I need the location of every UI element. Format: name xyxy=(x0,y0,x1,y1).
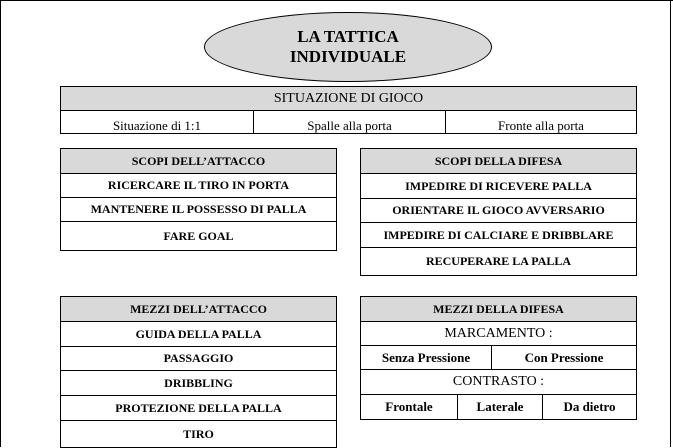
mezzi-difesa-box xyxy=(360,296,637,420)
frame-top-border xyxy=(0,0,673,1)
contrasto-option-label: Da dietro xyxy=(563,399,616,414)
scopi-difesa-box xyxy=(360,148,637,276)
mezzi-attacco-header xyxy=(61,297,336,322)
mezzi-attacco-header-label: MEZZI DELL’ATTACCO xyxy=(130,301,267,316)
marcamento-option-label: Con Pressione xyxy=(524,349,604,365)
scopi-difesa-item xyxy=(361,248,636,275)
situazione-box xyxy=(60,86,637,134)
title-text xyxy=(290,27,406,67)
contrasto-option-label: Laterale xyxy=(476,399,524,414)
contrasto-label-row xyxy=(361,370,636,395)
situazione-option-1 xyxy=(61,111,253,134)
marcamento-option xyxy=(361,346,491,369)
mezzi-attacco-item-label: GUIDA DELLA PALLA xyxy=(135,326,262,341)
mezzi-attacco-item xyxy=(61,347,336,371)
mezzi-difesa-header xyxy=(361,297,636,322)
scopi-attacco-header xyxy=(61,149,336,174)
scopi-attacco-item xyxy=(61,198,336,222)
contrasto-label: CONTRASTO : xyxy=(452,374,545,389)
contrasto-options-row xyxy=(361,395,636,419)
marcamento-option-label: Senza Pressione xyxy=(381,349,471,365)
title-ellipse xyxy=(204,12,492,82)
mezzi-attacco-item xyxy=(61,322,336,347)
scopi-attacco-item-label: RICERCARE IL TIRO IN PORTA xyxy=(107,178,290,192)
title-line-1: LA TATTICA xyxy=(297,27,399,46)
marcamento-options-row xyxy=(361,346,636,370)
mezzi-attacco-box xyxy=(60,296,337,448)
title-line-2: INDIVIDUALE xyxy=(289,47,407,66)
mezzi-attacco-item-label: PASSAGGIO xyxy=(163,351,234,365)
frame-left-border xyxy=(0,0,1,447)
scopi-attacco-item xyxy=(61,174,336,198)
situazione-header xyxy=(61,87,636,111)
scopi-attacco-item-label: MANTENERE IL POSSESSO DI PALLA xyxy=(90,202,307,216)
scopi-difesa-item-label: IMPEDIRE DI RICEVERE PALLA xyxy=(405,178,592,193)
mezzi-attacco-item xyxy=(61,421,336,447)
scopi-difesa-header xyxy=(361,149,636,174)
mezzi-attacco-item xyxy=(61,371,336,396)
mezzi-attacco-item-label: TIRO xyxy=(183,426,214,441)
scopi-attacco-item xyxy=(61,222,336,250)
scopi-difesa-item xyxy=(361,199,636,223)
frame-right-border xyxy=(670,0,671,447)
contrasto-option-label: Frontale xyxy=(385,399,433,414)
mezzi-attacco-item-label: PROTEZIONE DELLA PALLA xyxy=(115,400,282,415)
scopi-difesa-item xyxy=(361,223,636,248)
situazione-option-2 xyxy=(253,111,445,134)
marcamento-option xyxy=(491,346,636,369)
situazione-option-2-label: Spalle alla porta xyxy=(307,118,392,133)
mezzi-difesa-header-label: MEZZI DELLA DIFESA xyxy=(433,301,564,316)
contrasto-option xyxy=(457,395,542,419)
scopi-difesa-header-label: SCOPI DELLA DIFESA xyxy=(434,153,563,168)
mezzi-attacco-item xyxy=(61,396,336,421)
scopi-attacco-box xyxy=(60,148,337,251)
scopi-difesa-item-label: IMPEDIRE DI CALCIARE E DRIBBLARE xyxy=(383,227,614,242)
scopi-attacco-header-label: SCOPI DELL’ATTACCO xyxy=(131,153,266,168)
marcamento-label: MARCAMENTO : xyxy=(444,325,553,341)
situazione-option-3-label: Fronte alla porta xyxy=(498,118,584,133)
scopi-difesa-item xyxy=(361,174,636,199)
scopi-difesa-item-label: ORIENTARE IL GIOCO AVVERSARIO xyxy=(392,203,605,217)
scopi-attacco-item-label: FARE GOAL xyxy=(163,228,234,243)
contrasto-option xyxy=(542,395,636,419)
situazione-option-1-label: Situazione di 1:1 xyxy=(112,118,202,133)
situazione-option-3 xyxy=(445,111,636,134)
contrasto-option xyxy=(361,395,457,419)
scopi-difesa-item-label: RECUPERARE LA PALLA xyxy=(425,254,572,268)
marcamento-label-row xyxy=(361,322,636,346)
mezzi-attacco-item-label: DRIBBLING xyxy=(164,375,233,390)
situazione-options-row xyxy=(61,111,636,134)
situazione-header-label: SITUAZIONE DI GIOCO xyxy=(273,90,424,106)
